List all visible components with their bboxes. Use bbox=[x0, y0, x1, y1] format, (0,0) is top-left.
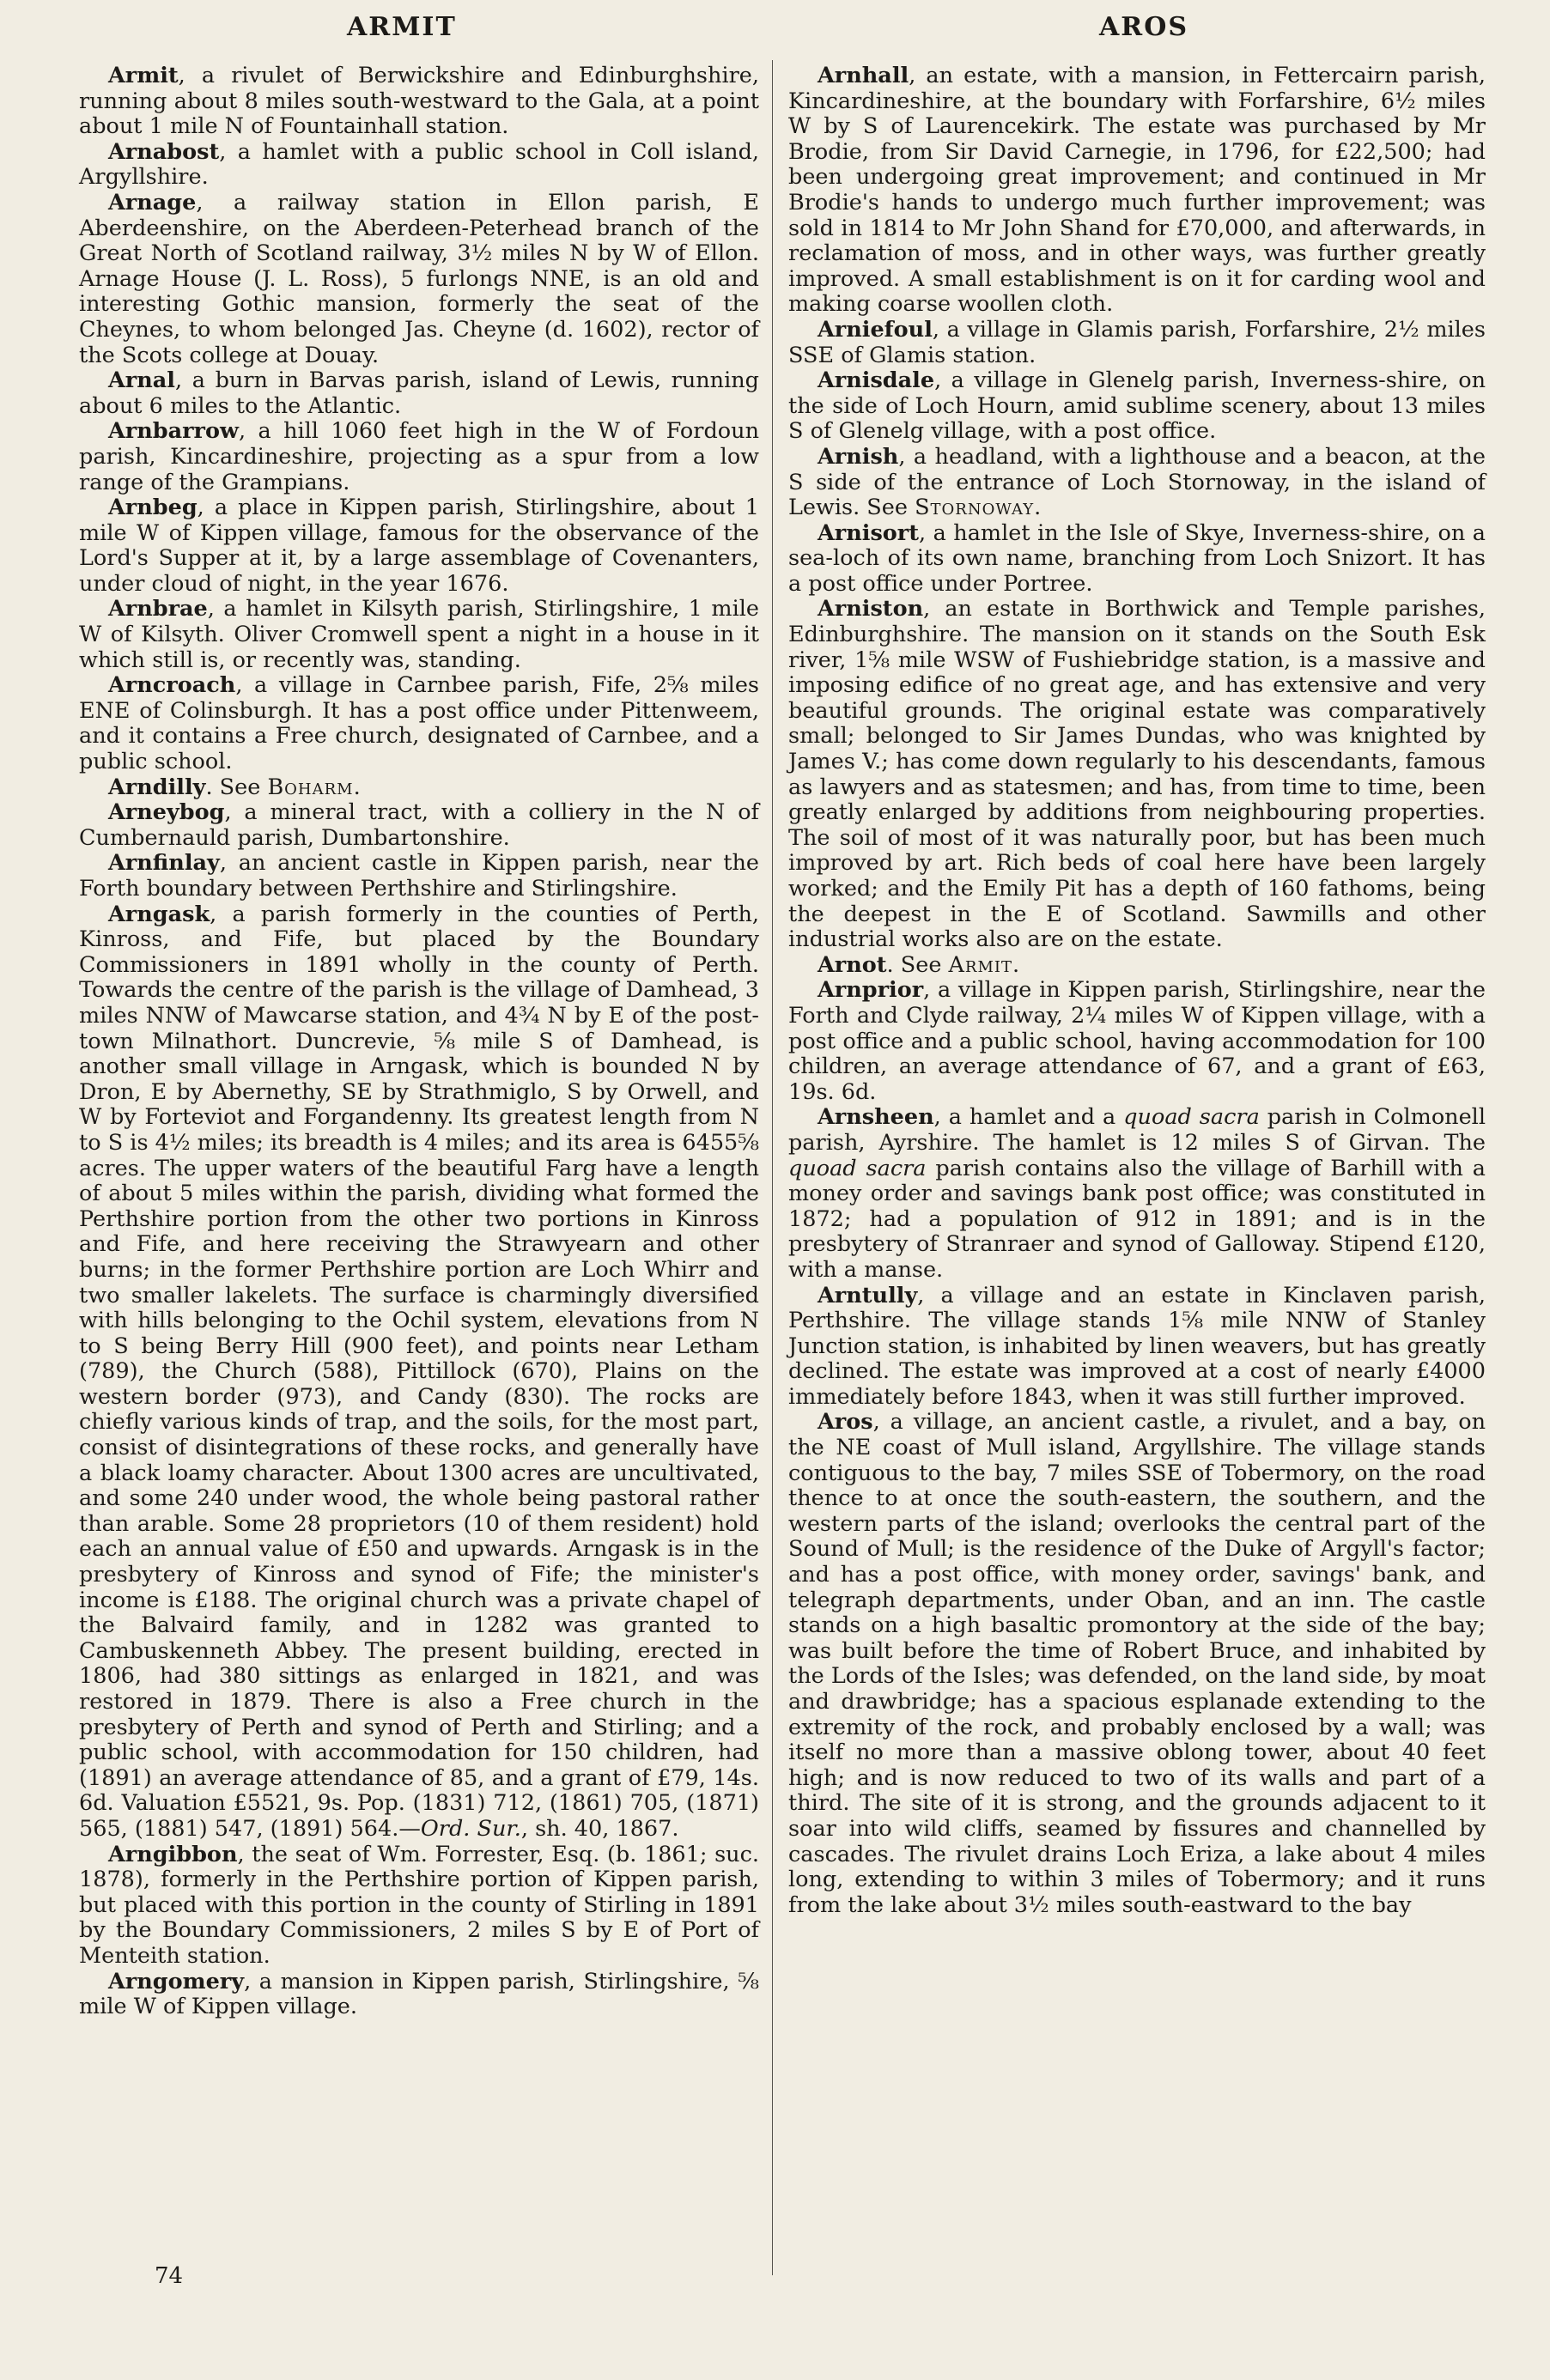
gazetteer-entry bbox=[79, 419, 759, 495]
entry-text: . bbox=[1012, 951, 1020, 978]
gazetteer-entry bbox=[788, 445, 1486, 521]
gazetteer-entry bbox=[788, 521, 1486, 598]
cross-reference: Boharm bbox=[267, 774, 354, 800]
entry-text: , an estate in Borthwick and Temple parishes, Edinburghshire. The mansion on it stands on the South Esk river, 1⅝ mile WSW of Fushiebridge station, is a massive and imposing edifice of no great age, and has extensive and very beautiful grounds. The original estate was comparatively small; belonged to Sir James Dundas, who was knighted by James V.; has come down regularly to his descendants, famous as lawyers and as statesmen; and has, from time to time, been greatly enlarged by additions from neighbouring properties. The soil of most of it was naturally poor, but has been much improved by art. Rich beds of coal here have been largely worked; and the Emily Pit has a depth of 160 fathoms, being the deepest in the E of Scotland. Sawmills and other industrial works also are on the estate. bbox=[788, 596, 1486, 953]
column-divider bbox=[772, 60, 773, 2275]
gazetteer-entry bbox=[79, 368, 759, 419]
entry-text: , a headland, with a lighthouse and a beacon, at the S side of the entrance of Loch Stornoway, in the island of Lewis. See bbox=[788, 443, 1486, 521]
entry-headword: Arneybog bbox=[108, 799, 225, 826]
entry-text: , a place in Kippen parish, Stirlingshire, about 1 mile W of Kippen village, famous for the observance of the Lord's Supper at it, by a large assemblage of Covenanters, under cloud of night, in the year 1676. bbox=[79, 495, 759, 597]
entry-text: . See bbox=[886, 951, 949, 978]
entry-headword: Armit bbox=[108, 63, 179, 88]
entry-headword: Arndilly bbox=[108, 774, 206, 800]
entry-text: , a hamlet in the Isle of Skye, Inverness-shire, on a sea-loch of its own name, branching from Loch Snizort. It has a post office under Portree. bbox=[788, 519, 1486, 597]
entry-text: , a hamlet with a public school in Coll island, Argyllshire. bbox=[79, 138, 759, 191]
entry-headword: Arnhall bbox=[818, 63, 909, 88]
entry-headword: Arnprior bbox=[818, 977, 924, 1004]
entry-text: , a mansion in Kippen parish, Stirlingshire, ⅝ mile W of Kippen village. bbox=[79, 1968, 759, 2020]
gazetteer-entry bbox=[79, 800, 759, 851]
right-column bbox=[788, 64, 1486, 1918]
entry-headword: Arntully bbox=[818, 1282, 918, 1308]
gazetteer-entry bbox=[79, 673, 759, 774]
entry-text: . bbox=[353, 774, 361, 800]
gazetteer-entry bbox=[79, 140, 759, 191]
entry-headword: Arnbarrow bbox=[108, 418, 239, 445]
gazetteer-entry bbox=[79, 1843, 759, 1970]
entry-text: , a rivulet of Berwickshire and Edinburghshire, running about 8 miles south-westward to the Gala, at a point about 1 mile N of Fountainhall station. bbox=[79, 63, 759, 140]
gazetteer-entry bbox=[79, 851, 759, 902]
entry-headword: Arnot bbox=[818, 951, 887, 978]
entry-text: , a hamlet and a bbox=[933, 1104, 1124, 1131]
entry-headword: Arniefoul bbox=[818, 316, 933, 343]
gazetteer-entry bbox=[788, 953, 1486, 979]
entry-text: , a village in Glenelg parish, Inverness-shire, on the side of Loch Hourn, amid sublime scenery, about 13 miles S of Glenelg village, with a post office. bbox=[788, 367, 1486, 445]
entry-text: , sh. 40, 1867. bbox=[520, 1815, 679, 1842]
gazetteer-entry bbox=[79, 191, 759, 368]
gazetteer-entry bbox=[79, 64, 759, 140]
running-head-left: ARMIT bbox=[347, 12, 457, 42]
entry-headword: Arnisort bbox=[818, 519, 920, 546]
entry-headword: Arnabost bbox=[108, 138, 220, 165]
entry-headword: Arnage bbox=[108, 189, 197, 216]
gazetteer-entry bbox=[788, 64, 1486, 318]
gazetteer-entry bbox=[79, 597, 759, 673]
entry-headword: Arnisdale bbox=[818, 367, 935, 394]
entry-text: . bbox=[1034, 495, 1042, 521]
cross-reference: Armit bbox=[948, 951, 1013, 978]
page-number: 74 bbox=[155, 2263, 184, 2289]
entry-headword: Arngibbon bbox=[108, 1841, 238, 1867]
entry-headword: Arnal bbox=[108, 367, 175, 394]
entry-headword: Arncroach bbox=[108, 672, 236, 699]
left-column bbox=[79, 64, 759, 2020]
entry-text: , a burn in Barvas parish, island of Lewis, running about 6 miles to the Atlantic. bbox=[79, 367, 759, 419]
entry-headword: Arnbeg bbox=[108, 495, 198, 521]
entry-text: . See bbox=[205, 774, 268, 800]
gazetteer-entry bbox=[788, 978, 1486, 1105]
entry-text: , a railway station in Ellon parish, E Aberdeenshire, on the Aberdeen-Peterhead branch of the Great North of Scotland railway, 3½ miles N by W of Ellon. Arnage House (J. L. Ross), 5 furlongs NNE, is an old and interesting Gothic mansion, formerly the seat of the Cheynes, to whom belonged Jas. Cheyne (d. 1602), rector of the Scots college at Douay. bbox=[79, 189, 759, 368]
entry-text: , a hamlet in Kilsyth parish, Stirlingshire, 1 mile W of Kilsyth. Oliver Cromwell spent a night in a house in it which still is, or recently was, standing. bbox=[79, 596, 759, 673]
gazetteer-entry bbox=[79, 775, 759, 801]
entry-headword: Arniston bbox=[818, 596, 924, 622]
entry-text: parish contains also the village of Barhill with a money order and savings bank post office; was constituted in 1872; had a population of 912 in 1891; and is in the presbytery of Stranraer and synod of Galloway. Stipend £120, with a manse. bbox=[788, 1155, 1486, 1283]
entry-text: , a village, an ancient castle, a rivulet, and a bay, on the NE coast of Mull island, Argyllshire. The village stands contiguous to the bay, 7 miles SSE of Tobermory, on the road thence to at once the south-eastern, the southern, and the western parts of the island; overlooks the central part of the Sound of Mull; is the residence of the Duke of Argyll's factor; and has a post office, with money order, savings' bank, and telegraph departments, under Oban, and an inn. The castle stands on a high basaltic promontory at the side of the bay; was built before the time of Robert Bruce, and inhabited by the Lords of the Isles; was defended, on the land side, by moat and drawbridge; has a spacious esplanade extending to the extremity of the rock, and probably enclosed by a wall; was itself no more than a massive oblong tower, about 40 feet high; and is now reduced to two of its walls and part of a third. The site of it is strong, and the grounds adjacent to it soar into wild cliffs, seamed by fissures and channelled by cascades. The rivulet drains Loch Eriza, a lake about 4 miles long, extending to within 3 miles of Tobermory; and it runs from the lake about 3½ miles south-eastward to the bay bbox=[788, 1409, 1486, 1918]
entry-headword: Arngomery bbox=[108, 1968, 245, 1994]
entry-text: , the seat of Wm. Forrester, Esq. (b. 1861; suc. 1878), formerly in the Perthshire portion of Kippen parish, but placed with this portion in the county of Stirling in 1891 by the Boundary Commissioners, 2 miles S by E of Port of Menteith station. bbox=[79, 1841, 759, 1969]
entry-text: , an estate, with a mansion, in Fettercairn parish, Kincardineshire, at the boundary with Forfarshire, 6½ miles W by S of Laurencekirk. The estate was purchased by Mr Brodie, from Sir David Carnegie, in 1796, for £22,500; had been undergoing great improvement; and continued in Mr Brodie's hands to undergo much further improvement; was sold in 1814 to Mr John Shand for £70,000, and afterwards, in reclamation of moss, and in other ways, was further greatly improved. A small establishment is on it for carding wool and making coarse woollen cloth. bbox=[788, 63, 1486, 318]
gazetteer-entry bbox=[79, 902, 759, 1843]
entry-headword: Arngask bbox=[108, 901, 210, 927]
italic-text: quoad sacra bbox=[1123, 1104, 1260, 1131]
entry-text: , a hill 1060 feet high in the W of Fordoun parish, Kincardineshire, projecting as a spur from a low range of the Grampians. bbox=[79, 418, 759, 495]
gazetteer-entry bbox=[788, 1105, 1486, 1283]
entry-headword: Arnish bbox=[818, 443, 899, 470]
entry-headword: Arnfinlay bbox=[108, 850, 220, 877]
italic-text: quoad sacra bbox=[788, 1155, 927, 1181]
gazetteer-entry bbox=[788, 318, 1486, 368]
gazetteer-entry bbox=[788, 1410, 1486, 1918]
entry-text: parish in Colmonell parish, Ayrshire. The hamlet is 12 miles S of Girvan. The bbox=[788, 1104, 1486, 1156]
gazetteer-entry bbox=[79, 1970, 759, 2020]
italic-text: Ord. Sur. bbox=[420, 1815, 521, 1842]
entry-text: , a parish formerly in the counties of Perth, Kinross, and Fife, but placed by the Boundary Commissioners in 1891 wholly in the county of Perth. Towards the centre of the parish is the village of Damhead, 3 miles NNW of Mawcarse station, and 4¾ N by E of the post-town Milnathort. Duncrevie, ⅝ mile S of Damhead, is another small village in Arngask, which is bounded N by Dron, E by Abernethy, SE by Strathmiglo, S by Orwell, and W by Forteviot and Forgandenny. Its greatest length from N to S is 4½ miles; its breadth is 4 miles; and its area is 6455⅝ acres. The upper waters of the beautiful Farg have a length of about 5 miles within the parish, dividing what formed the Perthshire portion from the other two portions in Kinross and Fife, and here receiving the Strawyearn and other burns; in the former Perthshire portion are Loch Whirr and two smaller lakelets. The surface is charmingly diversified with hills belonging to the Ochil system, elevations from N to S being Berry Hill (900 feet), and points near Letham (789), the Church (588), Pittillock (670), Plains on the western border (973), and Candy (830). The rocks are chiefly various kinds of trap, and the soils, for the most part, consist of disintegrations of these rocks, and generally have a black loamy character. About 1300 acres are uncultivated, and some 240 under wood, the whole being pastoral rather than arable. Some 28 proprietors (10 of them resident) hold each an annual value of £50 and upwards. Arngask is in the presbytery of Kinross and synod of Fife; the minister's income is £188. The original church was a private chapel of the Balvaird family, and in 1282 was granted to Cambuskenneth Abbey. The present building, erected in 1806, had 380 sittings as enlarged in 1821, and was restored in 1879. There is also a Free church in the presbytery of Perth and synod of Perth and Stirling; and a public school, with accommodation for 150 children, had (1891) an average attendance of 85, and a grant of £79, 14s. 6d. Valuation £5521, 9s. Pop. (1831) 712, (1861) 705, (1871) 565, (1881) 547, (1891) 564.— bbox=[79, 901, 759, 1842]
entry-text: , an ancient castle in Kippen parish, near the Forth boundary between Perthshire and Stirlingshire. bbox=[79, 850, 759, 902]
gazetteer-entry bbox=[788, 368, 1486, 445]
entry-text: , a village in Kippen parish, Stirlingshire, near the Forth and Clyde railway, 2¼ miles W of Kippen village, with a post office and a public school, having accommodation for 100 children, an average attendance of 67, and a grant of £63, 19s. 6d. bbox=[788, 977, 1486, 1105]
entry-headword: Arnsheen bbox=[818, 1104, 934, 1131]
entry-headword: Aros bbox=[818, 1409, 873, 1436]
gazetteer-entry bbox=[788, 597, 1486, 952]
cross-reference: Stornoway bbox=[915, 495, 1035, 521]
entry-text: , a village in Glamis parish, Forfarshire, 2½ miles SSE of Glamis station. bbox=[788, 316, 1486, 368]
entry-headword: Arnbrae bbox=[108, 596, 208, 622]
running-head-right: AROS bbox=[1099, 12, 1189, 42]
entry-text: , a village in Carnbee parish, Fife, 2⅝ miles ENE of Colinsburgh. It has a post office under Pittenweem, and it contains a Free church, designated of Carnbee, and a public school. bbox=[79, 672, 759, 775]
entry-text: , a village and an estate in Kinclaven parish, Perthshire. The village stands 1⅝ mile NNW of Stanley Junction station, is inhabited by linen weavers, but has greatly declined. The estate was improved at a cost of nearly £4000 immediately before 1843, when it was still further improved. bbox=[788, 1282, 1486, 1410]
gazetteer-entry bbox=[788, 1284, 1486, 1411]
gazetteer-entry bbox=[79, 495, 759, 597]
entry-text: , a mineral tract, with a colliery in the N of Cumbernauld parish, Dumbartonshire. bbox=[79, 799, 759, 851]
